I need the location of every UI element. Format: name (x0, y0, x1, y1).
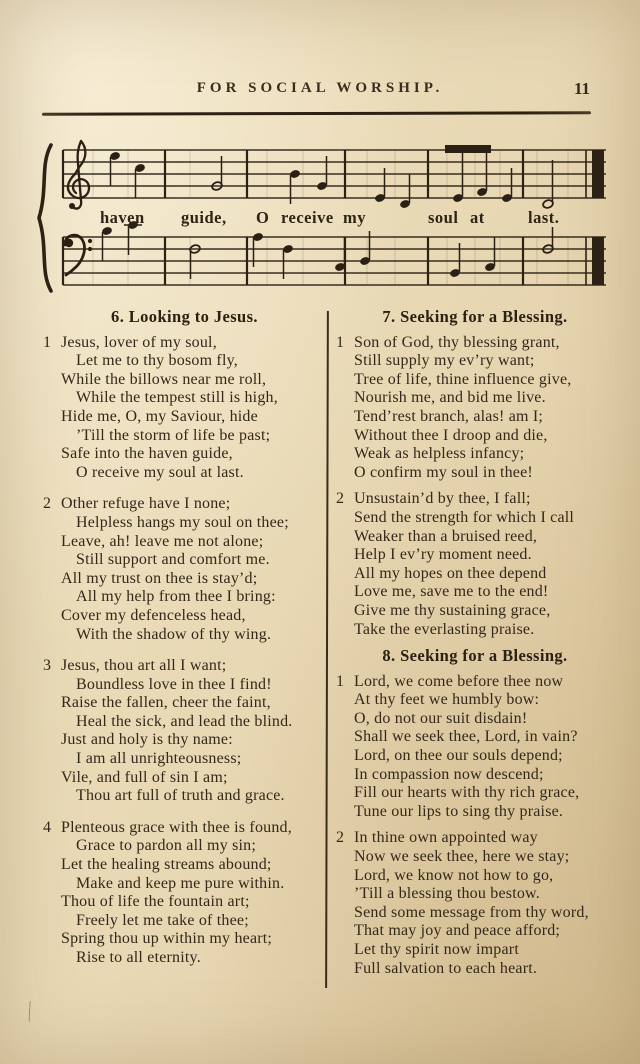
verse-line: Heal the sick, and lead the blind. (76, 712, 293, 730)
verse-line: Tend’rest branch, alas! am I; (354, 407, 544, 425)
verse-line: Helpless hangs my soul on thee; (76, 513, 289, 531)
verse-line: Without thee I droop and die, (354, 426, 548, 444)
verse-line: Give me thy sustaining grace, (354, 601, 551, 619)
verse (44, 495, 325, 644)
verse-line: Jesus, thou art all I want; (61, 657, 227, 675)
verse-line: All my help from thee I bring: (76, 588, 276, 606)
verse-line: Lord, we come before thee now (354, 672, 564, 690)
lyric-word: guide, (181, 208, 227, 227)
verse-line: O receive my soul at last. (76, 463, 244, 481)
lyric-word: receive (281, 208, 334, 227)
verse-line: Tree of life, thine influence give, (354, 370, 572, 388)
verse-line: Thou of life the fountain art; (61, 893, 250, 911)
verse-line: Make and keep me pure within. (76, 874, 285, 892)
hymn-section (337, 647, 613, 978)
header-rule (42, 111, 591, 115)
verse-line: Unsustain’d by thee, I fall; (354, 490, 531, 508)
verse (337, 334, 613, 483)
hymn-title: 7. Seeking for a Blessing. (382, 307, 568, 326)
verse-line: Son of God, thy blessing grant, (354, 333, 560, 351)
verse-line: With the shadow of thy wing. (76, 625, 272, 643)
left-column (44, 308, 325, 981)
verse-line: O, do not our suit disdain! (354, 709, 528, 727)
verse-line: Cover my defenceless head, (61, 606, 246, 624)
verse-number: 1 (43, 333, 51, 351)
verse-line: Take the everlasting praise. (354, 620, 535, 638)
verse-line: While the tempest still is high, (76, 389, 278, 407)
verse-number: 2 (336, 490, 344, 508)
verse-line: Spring thou up within my heart; (61, 930, 273, 948)
verse (44, 334, 325, 483)
verse-line: Freely let me take of thee; (76, 911, 249, 929)
verse (44, 819, 325, 968)
verse-line: Still supply my ev’ry want; (354, 352, 535, 370)
verse-line: ’Till a blessing thou bestow. (354, 885, 540, 903)
verses (337, 673, 613, 979)
verse-line: Vile, and full of sin I am; (61, 768, 228, 786)
verse-line: Love me, save me to the end! (354, 583, 549, 601)
verse-number: 2 (336, 829, 344, 847)
verse-line: Full salvation to each heart. (354, 959, 538, 977)
verse-line: Fill our hearts with thy rich grace, (354, 784, 580, 802)
verse-line: Plenteous grace with thee is found, (61, 818, 292, 836)
verse-line: Let me to thy bosom fly, (76, 352, 238, 370)
hymn-section (337, 308, 613, 639)
verse-line: In thine own appointed way (354, 829, 538, 847)
verse (337, 673, 613, 822)
lyric-word: last. (528, 208, 560, 227)
verse-line: Tune our lips to sing thy praise. (354, 802, 564, 820)
verse-line: All my trust on thee is stay’d; (61, 569, 258, 587)
verse-number: 3 (43, 657, 51, 675)
hymn-title: 6. Looking to Jesus. (111, 307, 258, 326)
verse-line: Grace to pardon all my sin; (76, 837, 257, 855)
lyric-word: haven (100, 208, 145, 227)
lyric-word: soul (428, 208, 459, 227)
verse-line: Just and holy is thy name: (61, 731, 233, 749)
verse-line: Rise to all eternity. (76, 949, 201, 966)
verse-number: 1 (336, 672, 344, 690)
verse-line: Nourish me, and bid me live. (354, 389, 546, 407)
verse-line: Let the healing streams abound; (61, 856, 272, 874)
verses (337, 334, 613, 640)
verse-line: That may joy and peace afford; (354, 922, 561, 940)
verse-line: While the billows near me roll, (61, 370, 267, 388)
verse-line: Safe into the haven guide, (61, 445, 233, 463)
verse-line: Help I ev’ry moment need. (354, 546, 532, 564)
stray-ink-mark (28, 1001, 33, 1022)
verse-line: Weak as helpless infancy; (354, 445, 525, 463)
verse-line: Raise the fallen, cheer the faint, (61, 694, 271, 712)
verse-line: ’Till the storm of life be past; (76, 426, 271, 444)
verse-line: O confirm my soul in thee! (354, 463, 533, 481)
verse-line: Send some message from thy word, (354, 903, 589, 921)
page-number: 11 (573, 79, 590, 98)
verse-line: In compassion now descend; (354, 765, 544, 783)
verse-line: Send the strength for which I call (354, 508, 575, 526)
verse-line: Now we seek thee, here we stay; (354, 848, 570, 866)
verses (44, 334, 325, 968)
verse (337, 829, 613, 978)
verse-number: 4 (43, 818, 51, 836)
lyric-word: O (256, 208, 270, 227)
hymn-title: 8. Seeking for a Blessing. (382, 646, 568, 666)
verse-line: Still support and comfort me. (76, 551, 270, 569)
lyric-word: my (343, 208, 366, 227)
verse-line: Lord, on thee our souls depend; (354, 747, 563, 765)
verse-line: Jesus, lover of my soul, (61, 333, 217, 351)
column-divider (325, 311, 328, 988)
lyric-word: at (470, 208, 485, 227)
verse (44, 657, 325, 806)
verse-line: Boundless love in thee I find! (76, 675, 272, 693)
verse-line: I am all unrighteousness; (76, 750, 242, 768)
hymn-section (44, 308, 325, 968)
music-lyrics-row (35, 208, 615, 232)
verse-line: Shall we seek thee, Lord, in vain? (354, 728, 578, 746)
verse-line: Let thy spirit now impart (354, 941, 519, 958)
verse-line: Lord, we know not how to go, (354, 866, 554, 884)
verse-number: 2 (43, 495, 51, 513)
verse-line: Leave, ah! leave me not alone; (61, 532, 264, 550)
right-column (337, 308, 613, 986)
verse-line: Other refuge have I none; (61, 495, 231, 513)
verse-line: At thy feet we humbly bow: (354, 691, 540, 709)
running-head: FOR SOCIAL WORSHIP. (196, 80, 444, 96)
verse-line: Weaker than a bruised reed, (354, 527, 538, 545)
verse-line: All my hopes on thee depend (354, 564, 547, 582)
verse-line: Hide me, O, my Saviour, hide (61, 407, 258, 425)
verse-number: 1 (336, 333, 344, 351)
verse-line: Thou art full of truth and grace. (76, 787, 285, 805)
verse (337, 490, 613, 639)
